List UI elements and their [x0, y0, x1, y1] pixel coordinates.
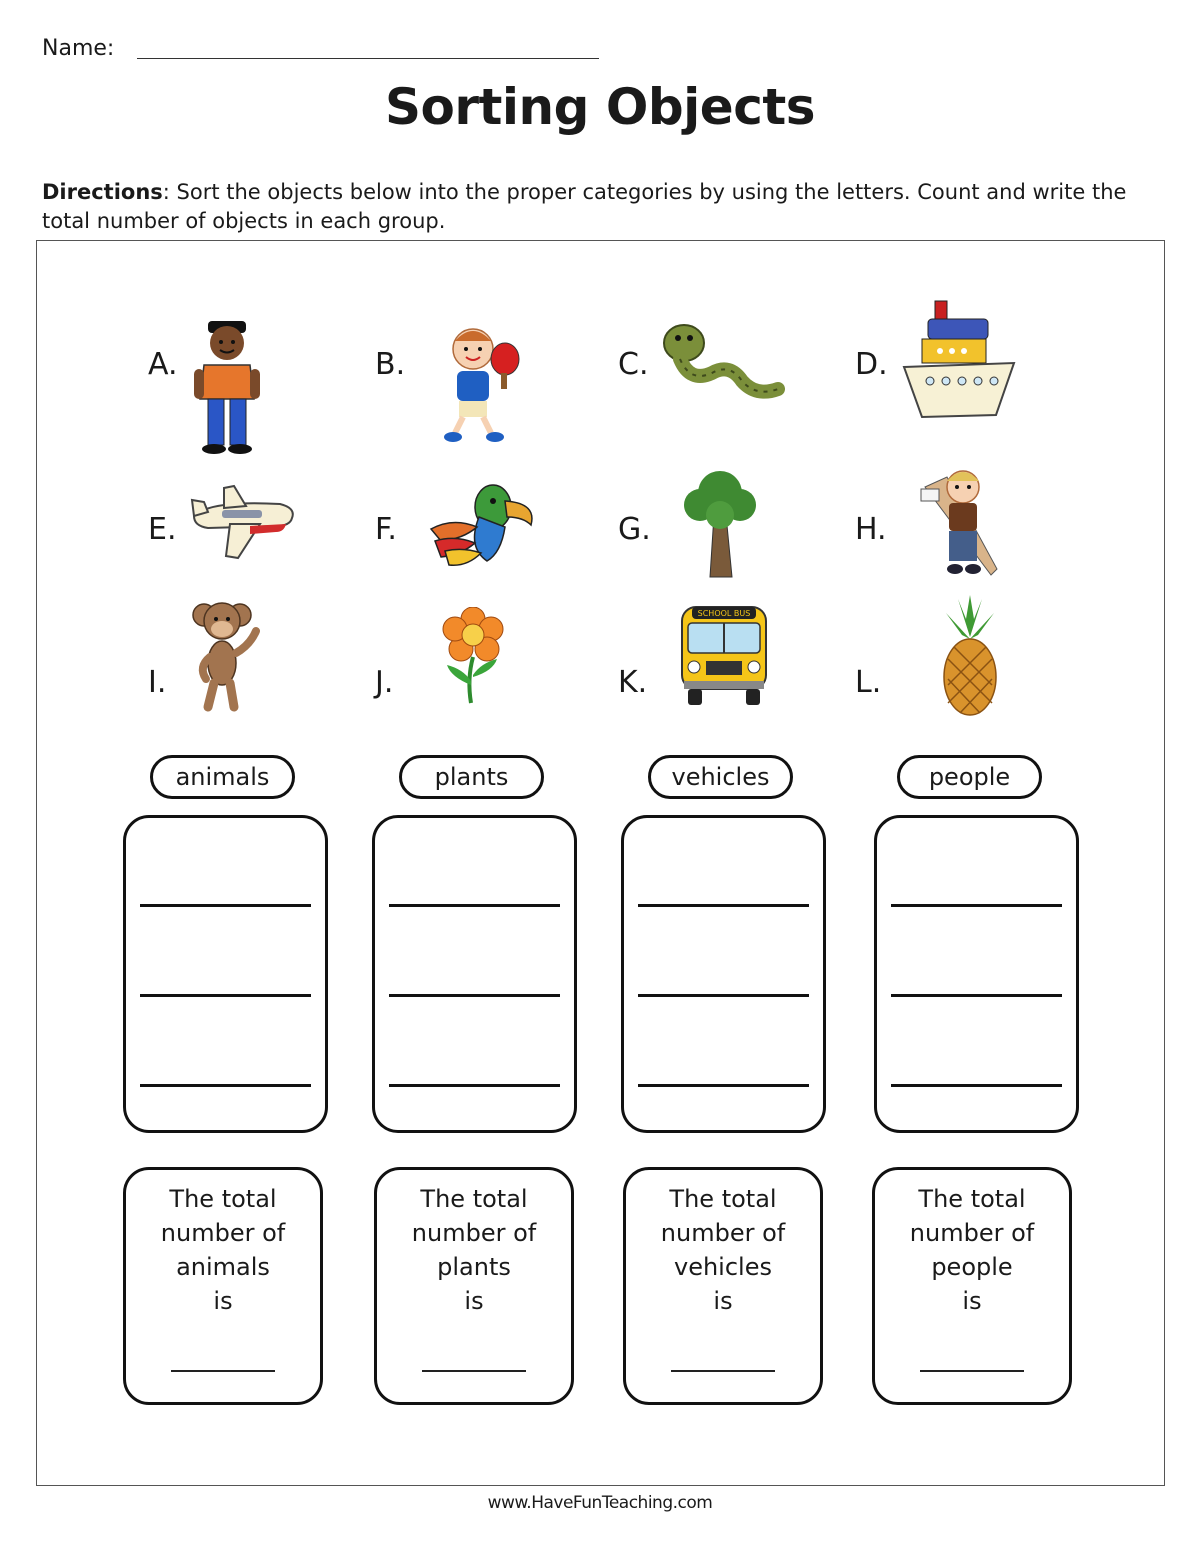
total-box-animals — [123, 1167, 323, 1405]
object-letter: L. — [855, 665, 882, 700]
object-letter: E. — [148, 512, 177, 547]
write-line[interactable] — [389, 994, 560, 997]
total-box-people — [872, 1167, 1072, 1405]
write-line[interactable] — [638, 904, 809, 907]
name-label: Name: — [42, 36, 115, 61]
sort-box-vehicles — [621, 815, 826, 1133]
snake-icon — [660, 321, 785, 401]
object-d — [855, 315, 1055, 455]
category-label-vehicles: vehicles — [648, 755, 793, 799]
total-box-vehicles — [623, 1167, 823, 1405]
object-letter: I. — [148, 665, 167, 700]
category-label-people: people — [897, 755, 1042, 799]
directions — [42, 178, 1167, 236]
sort-box-plants — [372, 815, 577, 1133]
directions-text: : Sort the objects below into the proper categories by using the letters. Count and write the total number of objects in each group. — [42, 180, 1127, 233]
total-line: The total — [669, 1185, 777, 1213]
total-line: vehicles — [674, 1253, 772, 1281]
pineapple-icon — [940, 595, 1000, 720]
total-line: is — [213, 1287, 233, 1315]
boy-orange-shirt-icon — [188, 317, 268, 457]
total-line: plants — [437, 1253, 511, 1281]
object-letter: F. — [375, 512, 397, 547]
write-line[interactable] — [140, 904, 311, 907]
write-line[interactable] — [891, 904, 1062, 907]
object-letter: K. — [618, 665, 648, 700]
object-j — [375, 595, 575, 735]
total-line: is — [962, 1287, 982, 1315]
total-line: number of — [160, 1219, 286, 1247]
airplane-icon — [190, 480, 298, 562]
total-line: The total — [420, 1185, 528, 1213]
object-i — [148, 595, 348, 735]
flower-icon — [437, 607, 512, 705]
total-line: number of — [909, 1219, 1035, 1247]
school-bus-icon — [676, 603, 771, 708]
sort-box-people — [874, 815, 1079, 1133]
total-line: The total — [169, 1185, 277, 1213]
write-line[interactable] — [891, 1084, 1062, 1087]
directions-label: Directions — [42, 180, 163, 204]
category-label-plants: plants — [399, 755, 544, 799]
page-title: Sorting Objects — [385, 78, 815, 136]
sort-box-animals — [123, 815, 328, 1133]
total-line: is — [713, 1287, 733, 1315]
total-line: The total — [918, 1185, 1026, 1213]
object-a — [148, 315, 348, 455]
monkey-icon — [188, 595, 268, 717]
total-answer-blank[interactable] — [171, 1370, 275, 1372]
total-line: animals — [176, 1253, 270, 1281]
write-line[interactable] — [140, 994, 311, 997]
parrot-icon — [427, 477, 539, 572]
object-k — [618, 595, 818, 735]
category-label-animals: animals — [150, 755, 295, 799]
object-l — [855, 595, 1055, 735]
object-letter: H. — [855, 512, 887, 547]
object-letter: G. — [618, 512, 651, 547]
total-line: people — [931, 1253, 1013, 1281]
tree-icon — [682, 465, 762, 580]
boy-ping-pong-icon — [443, 323, 528, 448]
object-c — [618, 315, 818, 455]
total-line: is — [464, 1287, 484, 1315]
write-line[interactable] — [891, 994, 1062, 997]
object-letter: C. — [618, 347, 649, 382]
object-letter: J. — [375, 665, 394, 700]
write-line[interactable] — [140, 1084, 311, 1087]
total-line: number of — [411, 1219, 537, 1247]
ship-icon — [900, 293, 1018, 423]
total-answer-blank[interactable] — [671, 1370, 775, 1372]
write-line[interactable] — [638, 994, 809, 997]
write-line[interactable] — [389, 904, 560, 907]
write-line[interactable] — [638, 1084, 809, 1087]
object-letter: A. — [148, 347, 178, 382]
bus-sign: SCHOOL BUS — [697, 609, 751, 618]
total-line: number of — [660, 1219, 786, 1247]
name-field[interactable] — [137, 58, 599, 59]
object-b — [375, 315, 575, 455]
total-box-plants — [374, 1167, 574, 1405]
footer-url: www.HaveFunTeaching.com — [487, 1493, 713, 1513]
object-letter: B. — [375, 347, 406, 382]
boy-with-bat-icon — [915, 465, 1005, 583]
object-letter: D. — [855, 347, 888, 382]
total-answer-blank[interactable] — [920, 1370, 1024, 1372]
write-line[interactable] — [389, 1084, 560, 1087]
total-answer-blank[interactable] — [422, 1370, 526, 1372]
